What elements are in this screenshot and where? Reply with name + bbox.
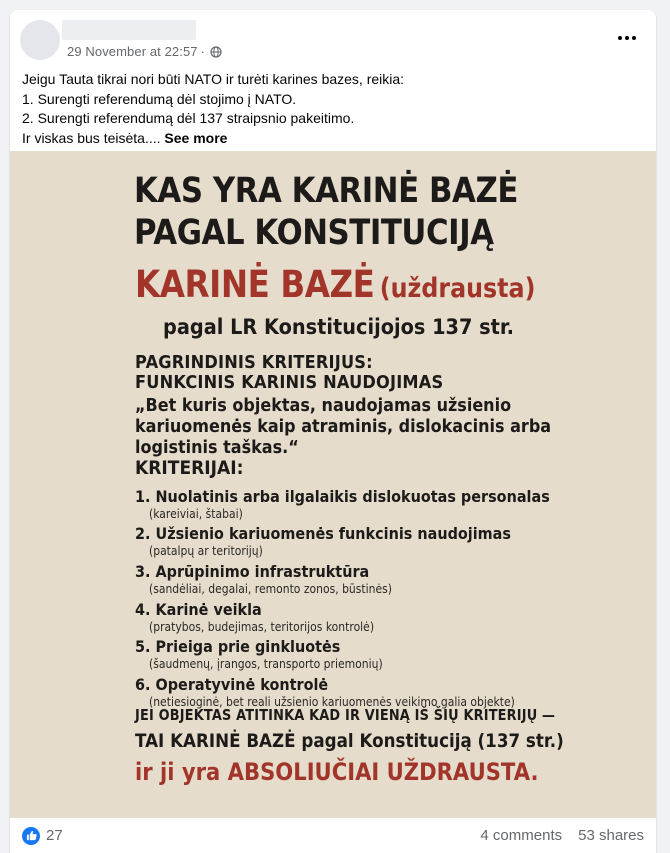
poster-conclusion-rest: pagal Konstituciją (137 str.)	[301, 730, 564, 752]
shares-count[interactable]: 53 shares	[578, 827, 644, 844]
poster-red-title-note: (uždrausta)	[379, 273, 536, 304]
poster-main-criterion-line1: PAGRINDINIS KRITERIJUS:	[135, 352, 373, 373]
poster-final	[135, 758, 538, 786]
post-text-last-line	[22, 129, 644, 149]
author-name-redacted[interactable]	[62, 20, 196, 40]
poster-red-title-text: KARINĖ BAZĖ	[135, 263, 375, 306]
post-text	[10, 70, 656, 148]
criterion-title: 4. Karinė veikla	[135, 600, 262, 619]
poster-subtitle: pagal LR Konstitucijojos 137 str.	[163, 315, 515, 339]
criterion-note: (netiesioginė, bet reali užsienio kariuomenės veikimo galia objekte)	[149, 695, 515, 709]
post-timestamp[interactable]: 29 November at 22:57	[67, 44, 198, 59]
criterion-item	[135, 524, 553, 558]
post-text-line: Ir viskas bus teisėta....	[22, 129, 161, 146]
reaction-count[interactable]: 27	[46, 827, 63, 844]
thumbs-up-icon	[26, 830, 37, 841]
criterion-title: 3. Aprūpinimo infrastruktūra	[135, 562, 370, 581]
meta-separator: ·	[200, 44, 206, 59]
criterion-item	[135, 562, 419, 596]
poster-quote-line2: kariuomenės kaip atraminis, dislokacinis arba	[135, 416, 552, 437]
see-more-link[interactable]: See more	[164, 129, 228, 146]
poster-conclusion	[135, 730, 564, 752]
post-text-line: 1. Surengti referendumą dėl stojimo į NATO.	[22, 90, 297, 107]
comments-count[interactable]: 4 comments	[480, 827, 563, 844]
poster-heading-line1: KAS YRA KARINĖ BAZĖ	[134, 171, 518, 211]
poster-red-title	[135, 263, 535, 306]
poster-quote-line3: logistinis taškas.“	[135, 437, 299, 458]
criterion-title: 2. Užsienio kariuomenės funkcinis naudojimas	[135, 524, 511, 543]
criterion-item	[135, 600, 399, 634]
more-options-button[interactable]	[612, 28, 642, 48]
poster-conclusion-bold: TAI KARINĖ BAZĖ	[135, 730, 296, 752]
criterion-note: (sandėliai, degalai, remonto zonos, būstinės)	[149, 582, 392, 596]
criterion-note: (kareiviai, štabai)	[149, 507, 243, 521]
post-header	[10, 10, 656, 70]
criterion-note: (pratybos, budejimas, teritorijos kontrolė)	[149, 620, 375, 634]
criterion-note: (patalpų ar teritorijų)	[149, 544, 263, 558]
post-image[interactable]	[10, 151, 656, 818]
criterion-item	[135, 487, 596, 521]
poster-quote-line1: „Bet kuris objektas, naudojamas užsienio	[135, 395, 512, 416]
post-card	[10, 10, 656, 853]
poster-condition: JEI OBJEKTAS ATITINKA KAD IR VIENĄ IŠ ŠIŲ KRITERIJŲ —	[135, 706, 556, 724]
criterion-item	[135, 675, 556, 709]
post-text-line: 2. Surengti referendumą dėl 137 straipsnio pakeitimo.	[22, 110, 355, 126]
poster	[10, 151, 656, 818]
poster-final-start: ir ji yra	[135, 758, 221, 786]
poster-main-criterion-line2: FUNKCINIS KARINIS NAUDOJIMAS	[135, 372, 444, 393]
dot-icon	[625, 36, 629, 40]
dot-icon	[618, 36, 622, 40]
avatar[interactable]	[20, 20, 60, 60]
criterion-title: 6. Operatyvinė kontrolė	[135, 675, 329, 694]
criterion-title: 5. Prieiga prie ginkluotės	[135, 637, 341, 656]
post-meta	[67, 44, 222, 59]
poster-heading-line2: PAGAL KONSTITUCIJĄ	[134, 213, 494, 253]
post-text-line: Jeigu Tauta tikrai nori būti NATO ir turėti karines bazes, reikia:	[22, 71, 405, 87]
criterion-item	[135, 637, 409, 671]
criterion-title: 1. Nuolatinis arba ilgalaikis dislokuotas personalas	[135, 487, 550, 506]
engagement-stats	[480, 827, 644, 844]
globe-icon	[210, 46, 222, 58]
criterion-note: (šaudmenų, įrangos, transporto priemonių)	[149, 657, 383, 671]
post-footer	[10, 818, 656, 853]
poster-criteria-heading: KRITERIJAI:	[135, 457, 244, 479]
like-reaction-icon[interactable]	[22, 827, 40, 845]
poster-final-emphasis: ABSOLIUČIAI UŽDRAUSTA.	[227, 758, 539, 786]
dot-icon	[632, 36, 636, 40]
